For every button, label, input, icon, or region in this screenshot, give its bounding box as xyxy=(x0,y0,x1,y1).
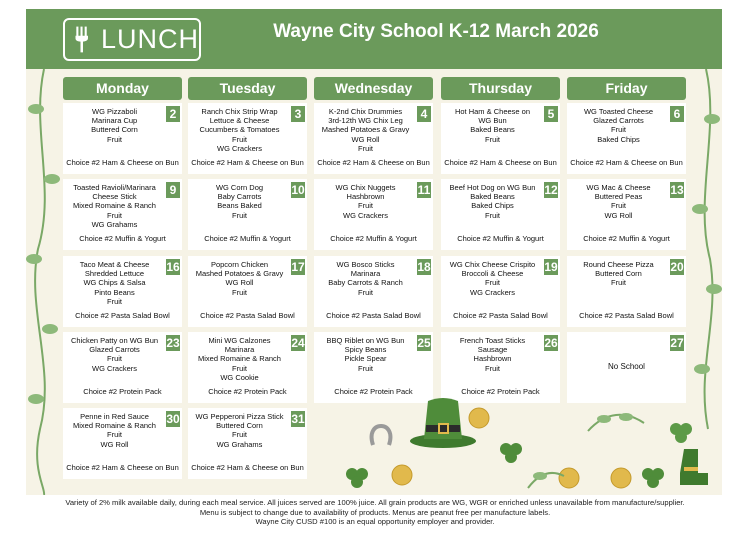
menu-items xyxy=(316,336,415,373)
menu-item: Baked Beans xyxy=(470,192,515,202)
menu-items xyxy=(316,183,415,220)
menu-item: Beans Baked xyxy=(217,201,262,211)
gold-coin-icon xyxy=(610,467,632,489)
menu-items xyxy=(65,412,164,449)
menu-item: Fruit xyxy=(107,210,122,220)
menu-items xyxy=(316,107,415,153)
boot-icon xyxy=(674,447,710,487)
day-cell xyxy=(188,408,307,479)
menu-item: Fruit xyxy=(358,201,373,211)
shamrock-icon xyxy=(666,419,696,447)
shamrock-icon xyxy=(496,439,526,467)
menu-item: Round Cheese Pizza xyxy=(583,260,654,269)
menu-item: Baby Carrots xyxy=(217,192,262,202)
vine-decoration-left xyxy=(26,69,66,495)
date-badge: 17 xyxy=(291,260,305,274)
day-cell xyxy=(567,103,686,174)
choice-two: Choice #2 Protein Pack xyxy=(334,387,413,396)
menu-item: WG Crackers xyxy=(343,210,388,220)
menu-item: WG Roll xyxy=(100,439,129,449)
choice-two: Choice #2 Ham & Cheese on Bun xyxy=(317,158,430,167)
menu-item: BBQ Riblet on WG Bun xyxy=(326,336,405,345)
menu-item: WG Mac & Cheese xyxy=(586,183,651,192)
date-badge: 2 xyxy=(166,106,180,122)
menu-item: WG Chips & Salsa xyxy=(83,278,146,288)
menu-items xyxy=(65,260,164,306)
shamrock-icon xyxy=(342,464,372,492)
menu-item: Chicken Patty on WG Bun xyxy=(70,336,159,345)
menu-item: Hashbrown xyxy=(346,192,385,202)
footer-line: Menu is subject to change due to availability of products. Menus are peanut free per manufacture labels. xyxy=(199,507,551,517)
date-badge: 9 xyxy=(166,182,180,198)
menu-items xyxy=(443,336,542,373)
menu-items xyxy=(569,183,668,220)
menu-item: Hashbrown xyxy=(473,354,512,364)
date-badge: 19 xyxy=(544,260,558,274)
menu-item: Shredded Lettuce xyxy=(84,269,145,279)
menu-item: K-2nd Chix Drummies xyxy=(328,107,403,116)
day-header-thursday: Thursday xyxy=(441,77,560,100)
menu-item: Fruit xyxy=(107,296,122,306)
menu-items xyxy=(65,336,164,373)
date-badge: 20 xyxy=(670,260,684,274)
menu-poster xyxy=(26,9,722,495)
date-badge: 5 xyxy=(544,106,558,122)
date-badge: 23 xyxy=(166,336,180,350)
menu-item: 3rd-12th WG Chix Leg xyxy=(328,116,403,126)
menu-items xyxy=(190,336,289,382)
menu-item: Baked Chips xyxy=(597,134,640,144)
choice-two: Choice #2 Muffin & Yogurt xyxy=(79,234,166,243)
menu-item: WG Bun xyxy=(478,116,507,126)
choice-two: Choice #2 Protein Pack xyxy=(83,387,162,396)
menu-item: Fruit xyxy=(358,287,373,297)
menu-item: Marinara xyxy=(224,345,255,355)
menu-item: Fruit xyxy=(107,430,122,440)
menu-item: Marinara Cup xyxy=(91,116,138,126)
day-header-wednesday: Wednesday xyxy=(314,77,433,100)
gold-coin-icon xyxy=(391,464,413,486)
menu-item: Lettuce & Cheese xyxy=(209,116,270,126)
menu-item: WG Chix Cheese Crispito xyxy=(449,260,536,269)
menu-item: WG Crackers xyxy=(470,287,515,297)
menu-item: Fruit xyxy=(485,363,500,373)
menu-item: Taco Meat & Cheese xyxy=(79,260,150,269)
day-header-tuesday: Tuesday xyxy=(188,77,307,100)
menu-item: WG Grahams xyxy=(91,219,138,229)
menu-item: Spicy Beans xyxy=(344,345,387,355)
menu-item: Beef Hot Dog on WG Bun xyxy=(449,183,536,192)
menu-item: Buttered Corn xyxy=(216,421,263,431)
choice-two: Choice #2 Ham & Cheese on Bun xyxy=(191,158,304,167)
day-cell xyxy=(314,103,433,174)
choice-two: Choice #2 Protein Pack xyxy=(461,387,540,396)
menu-item: Mini WG Calzones xyxy=(208,336,271,345)
menu-item: Pickle Spear xyxy=(344,354,387,364)
footer-line: Variety of 2% milk available daily, during each meal service. All juices served are 100% juice. All grain products are WG, WGR or enriched unless unavailable from manufacture/supplier. xyxy=(65,498,685,507)
choice-two: Choice #2 Ham & Cheese on Bun xyxy=(570,158,683,167)
menu-item: Hot Ham & Cheese on xyxy=(454,107,531,116)
menu-item: Toasted Ravioli/Marinara xyxy=(73,183,156,192)
menu-item: Penne in Red Sauce xyxy=(80,412,149,421)
day-cell xyxy=(567,332,686,403)
menu-item: WG Pepperoni Pizza Stick xyxy=(195,412,284,421)
choice-two: Choice #2 Muffin & Yogurt xyxy=(457,234,544,243)
date-badge: 3 xyxy=(291,106,305,122)
menu-item: Fruit xyxy=(232,363,247,373)
day-cell xyxy=(314,179,433,250)
day-cell xyxy=(188,256,307,327)
menu-item: French Toast Sticks xyxy=(459,336,526,345)
menu-item: WG Crackers xyxy=(92,363,137,373)
menu-item: Fruit xyxy=(611,201,626,211)
menu-item: WG Corn Dog xyxy=(215,183,264,192)
menu-item: Marinara xyxy=(350,269,381,279)
date-badge: 12 xyxy=(544,183,558,197)
menu-item: Baby Carrots & Ranch xyxy=(328,278,403,288)
footer-line: Wayne City CUSD #100 is an equal opportunity employer and provider. xyxy=(255,517,495,526)
menu-items xyxy=(190,183,289,220)
day-cell xyxy=(188,103,307,174)
day-cell xyxy=(441,103,560,174)
date-badge: 6 xyxy=(670,106,684,122)
leaf-icon xyxy=(526,464,566,492)
date-badge: 30 xyxy=(166,412,180,426)
menu-item: Buttered Corn xyxy=(595,269,642,279)
menu-item: Fruit xyxy=(107,134,122,144)
menu-item: Fruit xyxy=(232,287,247,297)
menu-item: Fruit xyxy=(358,143,373,153)
menu-item: WG Pizzaboli xyxy=(91,107,137,116)
horseshoe-icon xyxy=(368,423,394,449)
date-badge: 13 xyxy=(670,183,684,197)
menu-item: Glazed Carrots xyxy=(89,345,140,355)
menu-item: Mixed Romaine & Ranch xyxy=(73,201,156,211)
menu-item: Popcorn Chicken xyxy=(210,260,269,269)
menu-item: Glazed Carrots xyxy=(593,116,644,126)
day-header-friday: Friday xyxy=(567,77,686,100)
choice-two: Choice #2 Pasta Salad Bowl xyxy=(453,311,548,320)
menu-item: Fruit xyxy=(358,363,373,373)
menu-items xyxy=(65,183,164,229)
menu-item: WG Crackers xyxy=(217,143,262,153)
menu-item: Mashed Potatoes & Gravy xyxy=(195,269,284,279)
date-badge: 31 xyxy=(291,412,305,426)
menu-item: Fruit xyxy=(611,125,626,135)
choice-two: Choice #2 Ham & Cheese on Bun xyxy=(444,158,557,167)
menu-item: Sausage xyxy=(477,345,508,355)
menu-items xyxy=(65,107,164,144)
menu-item: Baked Beans xyxy=(470,125,515,135)
menu-items xyxy=(443,183,542,220)
gold-coin-icon xyxy=(468,407,490,429)
date-badge: 10 xyxy=(291,183,305,197)
menu-item: Ranch Chix Strip Wrap xyxy=(201,107,278,116)
choice-two: Choice #2 Pasta Salad Bowl xyxy=(200,311,295,320)
choice-two: Choice #2 Protein Pack xyxy=(208,387,287,396)
menu-item: Buttered Peas xyxy=(594,192,643,202)
menu-item: WG Grahams xyxy=(216,439,263,449)
day-cell xyxy=(188,332,307,403)
menu-items xyxy=(569,107,668,144)
menu-items xyxy=(443,260,542,297)
menu-item: Pinto Beans xyxy=(94,287,135,297)
menu-item: WG Bosco Sticks xyxy=(336,260,395,269)
day-header-monday: Monday xyxy=(63,77,182,100)
logo-text: LUNCH xyxy=(100,24,199,54)
menu-items xyxy=(190,107,289,153)
choice-two: Choice #2 Muffin & Yogurt xyxy=(204,234,291,243)
menu-item: WG Chix Nuggets xyxy=(335,183,396,192)
leaf-icon xyxy=(586,407,646,437)
lunch-logo xyxy=(63,18,201,61)
no-school-note: No School xyxy=(608,362,645,371)
choice-two: Choice #2 Pasta Salad Bowl xyxy=(326,311,421,320)
menu-items xyxy=(190,412,289,449)
day-cell xyxy=(188,179,307,250)
day-cell xyxy=(63,103,182,174)
menu-item: WG Toasted Cheese xyxy=(583,107,654,116)
date-badge: 24 xyxy=(291,336,305,350)
date-badge: 18 xyxy=(417,260,431,274)
menu-item: Cucumbers & Tomatoes xyxy=(199,125,280,135)
choice-two: Choice #2 Ham & Cheese on Bun xyxy=(66,158,179,167)
menu-item: Mashed Potatoes & Gravy xyxy=(321,125,410,135)
day-cell xyxy=(63,256,182,327)
date-badge: 25 xyxy=(417,336,431,350)
choice-two: Choice #2 Pasta Salad Bowl xyxy=(579,311,674,320)
fork-icon xyxy=(73,22,93,57)
date-badge: 26 xyxy=(544,336,558,350)
menu-item: Broccoli & Cheese xyxy=(461,269,524,279)
date-badge: 4 xyxy=(417,106,431,122)
menu-item: WG Roll xyxy=(225,278,254,288)
menu-item: Fruit xyxy=(485,134,500,144)
menu-item: Fruit xyxy=(611,278,626,288)
day-cell xyxy=(63,179,182,250)
page-title: Wayne City School K-12 March 2026 xyxy=(273,21,599,42)
day-cell xyxy=(314,256,433,327)
date-badge: 16 xyxy=(166,260,180,274)
menu-item: Buttered Corn xyxy=(91,125,138,135)
menu-items xyxy=(190,260,289,297)
day-cell xyxy=(63,332,182,403)
choice-two: Choice #2 Pasta Salad Bowl xyxy=(75,311,170,320)
day-cell xyxy=(441,256,560,327)
menu-item: Baked Chips xyxy=(471,201,514,211)
menu-item: Fruit xyxy=(485,210,500,220)
menu-item: WG Cookie xyxy=(220,372,259,382)
day-cell xyxy=(63,408,182,479)
choice-two: Choice #2 Ham & Cheese on Bun xyxy=(191,463,304,472)
menu-items xyxy=(443,107,542,144)
choice-two: Choice #2 Muffin & Yogurt xyxy=(583,234,670,243)
menu-item: Fruit xyxy=(485,278,500,288)
menu-item: WG Roll xyxy=(351,134,380,144)
menu-item: Mixed Romaine & Ranch xyxy=(198,354,281,364)
menu-items xyxy=(569,260,668,288)
footer-notes xyxy=(0,498,750,527)
menu-item: Fruit xyxy=(232,134,247,144)
menu-item: WG Roll xyxy=(604,210,633,220)
menu-item: Mixed Romaine & Ranch xyxy=(73,421,156,431)
day-cell xyxy=(567,256,686,327)
menu-item: Fruit xyxy=(232,430,247,440)
menu-item: Fruit xyxy=(107,354,122,364)
date-badge: 11 xyxy=(417,183,431,197)
choice-two: Choice #2 Muffin & Yogurt xyxy=(330,234,417,243)
day-cell xyxy=(567,179,686,250)
choice-two: Choice #2 Ham & Cheese on Bun xyxy=(66,463,179,472)
date-badge: 27 xyxy=(670,336,684,350)
shamrock-icon xyxy=(638,464,668,492)
day-cell xyxy=(441,179,560,250)
menu-item: Fruit xyxy=(232,210,247,220)
menu-items xyxy=(316,260,415,297)
menu-item: Cheese Stick xyxy=(92,192,137,202)
header-bar xyxy=(26,9,722,69)
